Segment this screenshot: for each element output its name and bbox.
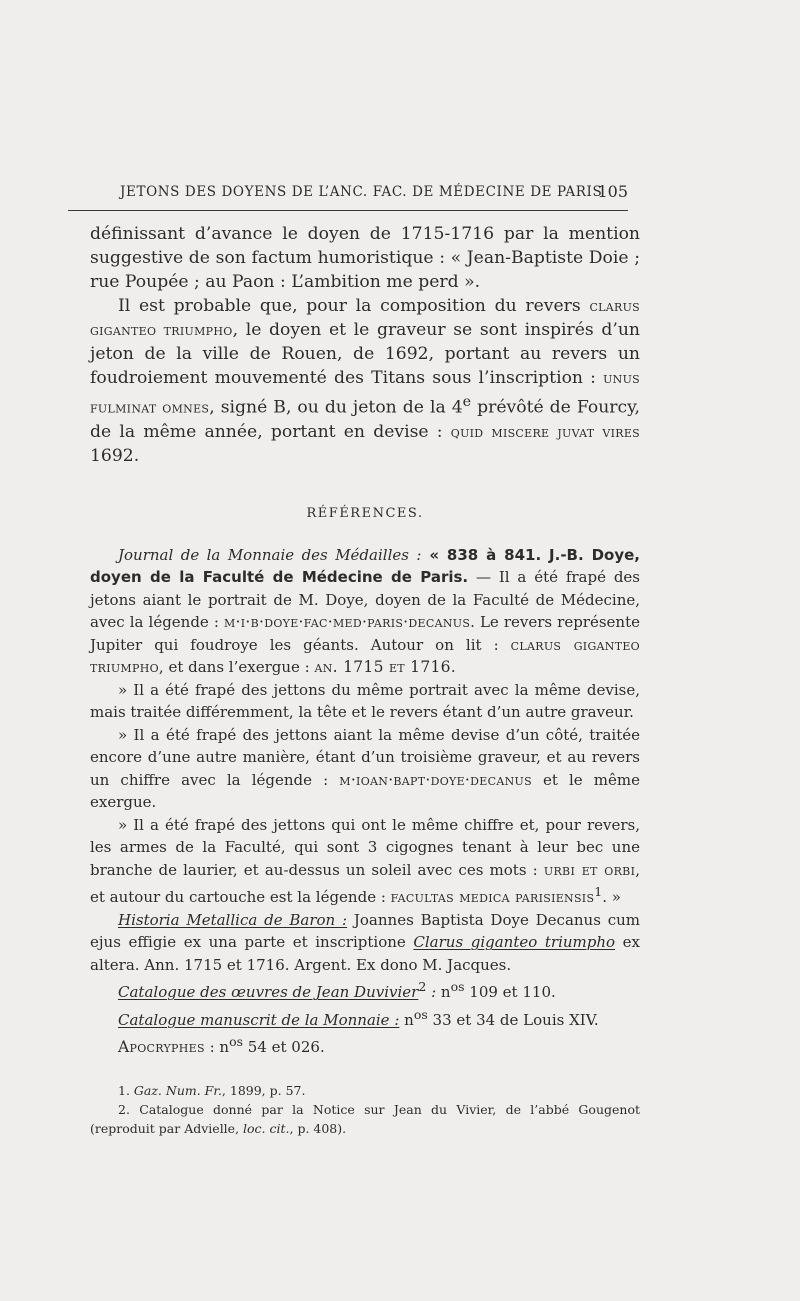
inscription: unus fulminat omnes <box>90 369 640 417</box>
footnote-number: 2. <box>118 1101 140 1117</box>
footnote-number: 1. <box>118 1082 134 1098</box>
inscription: quid miscere juvat vires <box>450 422 641 441</box>
label: Apocryphes <box>118 1038 205 1057</box>
references-heading: RÉFÉRENCES. <box>306 505 424 521</box>
text: , le doyen et le graveur se sont inspirés d’un jeton de la ville de Rouen, de 1692, portant au revers un foudroiement mouvementé des Titans sous l’inscription : <box>90 320 640 388</box>
reference-catalogue-monnaie <box>90 1004 640 1032</box>
text: : n <box>204 1038 230 1057</box>
inscription: facultas medica parisiensis <box>390 888 595 907</box>
source-title: Catalogue manuscrit de la Monnaie : <box>118 1010 400 1029</box>
superscript: os <box>229 1034 244 1050</box>
source-title: Gaz. Num. Fr. <box>133 1082 222 1098</box>
text: , 1899, p. 57. <box>221 1082 306 1098</box>
superscript: os <box>450 979 465 995</box>
references-section <box>90 544 640 1059</box>
source-title: Historia Metallica de Baron : <box>118 910 348 929</box>
text: , p. 408). <box>289 1120 347 1136</box>
reference-quote-4 <box>90 814 640 909</box>
text: Catalogue donné par la Notice sur Jean du Vivier, de l’abbé Gougenot (reproduit par Advielle, <box>90 1101 640 1136</box>
reference-quote-3 <box>90 724 640 814</box>
text: 1692. <box>90 445 140 466</box>
text: ex altera. Ann. 1715 et 1716. Argent. Ex dono M. Jacques. <box>90 933 641 974</box>
paragraph-revers <box>90 294 640 468</box>
text: . » <box>602 888 621 907</box>
text: n <box>399 1010 414 1029</box>
page-body <box>90 222 640 1138</box>
footnote-1 <box>90 1081 640 1100</box>
reference-apocryphes <box>90 1031 640 1059</box>
text: , et dans l’exergue : <box>158 658 315 677</box>
text: . Le revers représente Jupiter qui foudroye les géants. Autour on lit : <box>90 613 640 654</box>
text: 54 et 026. <box>243 1038 325 1057</box>
text: et le même exergue. <box>90 770 640 812</box>
paragraph-continuation: définissant d’avance le doyen de 1715-1716 par la mention suggestive de son factum humoristique : « Jean-Baptiste Doie ; rue Poupée ; au Paon : L’ambition me perd ». <box>90 224 640 292</box>
text: , et autour du cartouche est la légende : <box>90 860 640 907</box>
text: 33 et 34 de Louis XIV. <box>427 1010 599 1029</box>
running-title: JETONS DES DOYENS DE L’ANC. FAC. DE MÉDECINE DE PARIS <box>120 184 603 200</box>
inscription: an. 1715 et 1716 <box>314 658 451 677</box>
text: » Il a été frapé des jettons qui ont le même chiffre et, pour revers, les armes de la Faculté, qui sont 3 cigognes tenant à leur bec une branche de laurier, et au-dessus un soleil avec ces mots : <box>90 815 640 879</box>
text: Il est probable que, pour la composition du revers <box>118 296 590 316</box>
entry-title: « 838 à 841. J.-B. Doye, doyen de la Faculté de Médecine de Paris. <box>90 545 640 587</box>
footnote-ref: 2 <box>418 979 427 995</box>
footnote-ref: 1 <box>594 884 603 900</box>
source-title: Catalogue des œuvres de Jean Duvivier <box>118 983 419 1002</box>
superscript: os <box>413 1006 428 1022</box>
citation: loc. cit. <box>243 1120 290 1136</box>
text: : <box>426 983 437 1002</box>
footnotes <box>90 1081 640 1138</box>
text: 109 et 110. <box>464 983 556 1002</box>
inscription: m·i·b·doye·fac·med·paris·decanus <box>223 613 471 632</box>
inscription: clarus giganteo triumpho <box>90 297 640 339</box>
text: n <box>436 983 451 1002</box>
text: » Il a été frapé des jettons aiant la même devise d’un côté, traitée encore d’une autre manière, étant d’un troisième graveur, et au revers un chiffre avec la légende : <box>90 725 640 789</box>
reference-quote-2: » Il a été frapé des jettons du même portrait avec la même devise, mais traitée différemment, la tête et le revers étant d’un autre graveur. <box>90 680 640 722</box>
text: , signé B, ou du jeton de la 4 <box>209 397 463 418</box>
text: . <box>450 658 456 677</box>
reference-journal <box>90 544 640 679</box>
reference-historia <box>90 909 640 977</box>
text: prévôté de Fourcy, de la même année, portant en devise : <box>90 397 640 442</box>
inscription: urbi et orbi <box>543 860 636 879</box>
text: Joannes Baptista Doye Decanus cum ejus effigie ex una parte et inscriptione <box>90 910 641 952</box>
footnote-2 <box>90 1100 640 1138</box>
superscript: e <box>462 394 472 410</box>
source-title: Journal de la Monnaie des Médailles : <box>118 545 422 564</box>
header-rule <box>68 210 628 211</box>
page-number: 105 <box>597 182 628 201</box>
reference-catalogue-duvivier <box>90 976 640 1004</box>
inscription: clarus giganteo triumpho <box>90 635 640 677</box>
inscription: m·ioan·bapt·doye·decanus <box>339 770 532 789</box>
text: — Il a été frapé des jetons aiant le portrait de M. Doye, doyen de la Faculté de Médecine, avec la légende : <box>90 568 640 632</box>
inscription: Clarus giganteo triumpho <box>413 933 616 952</box>
